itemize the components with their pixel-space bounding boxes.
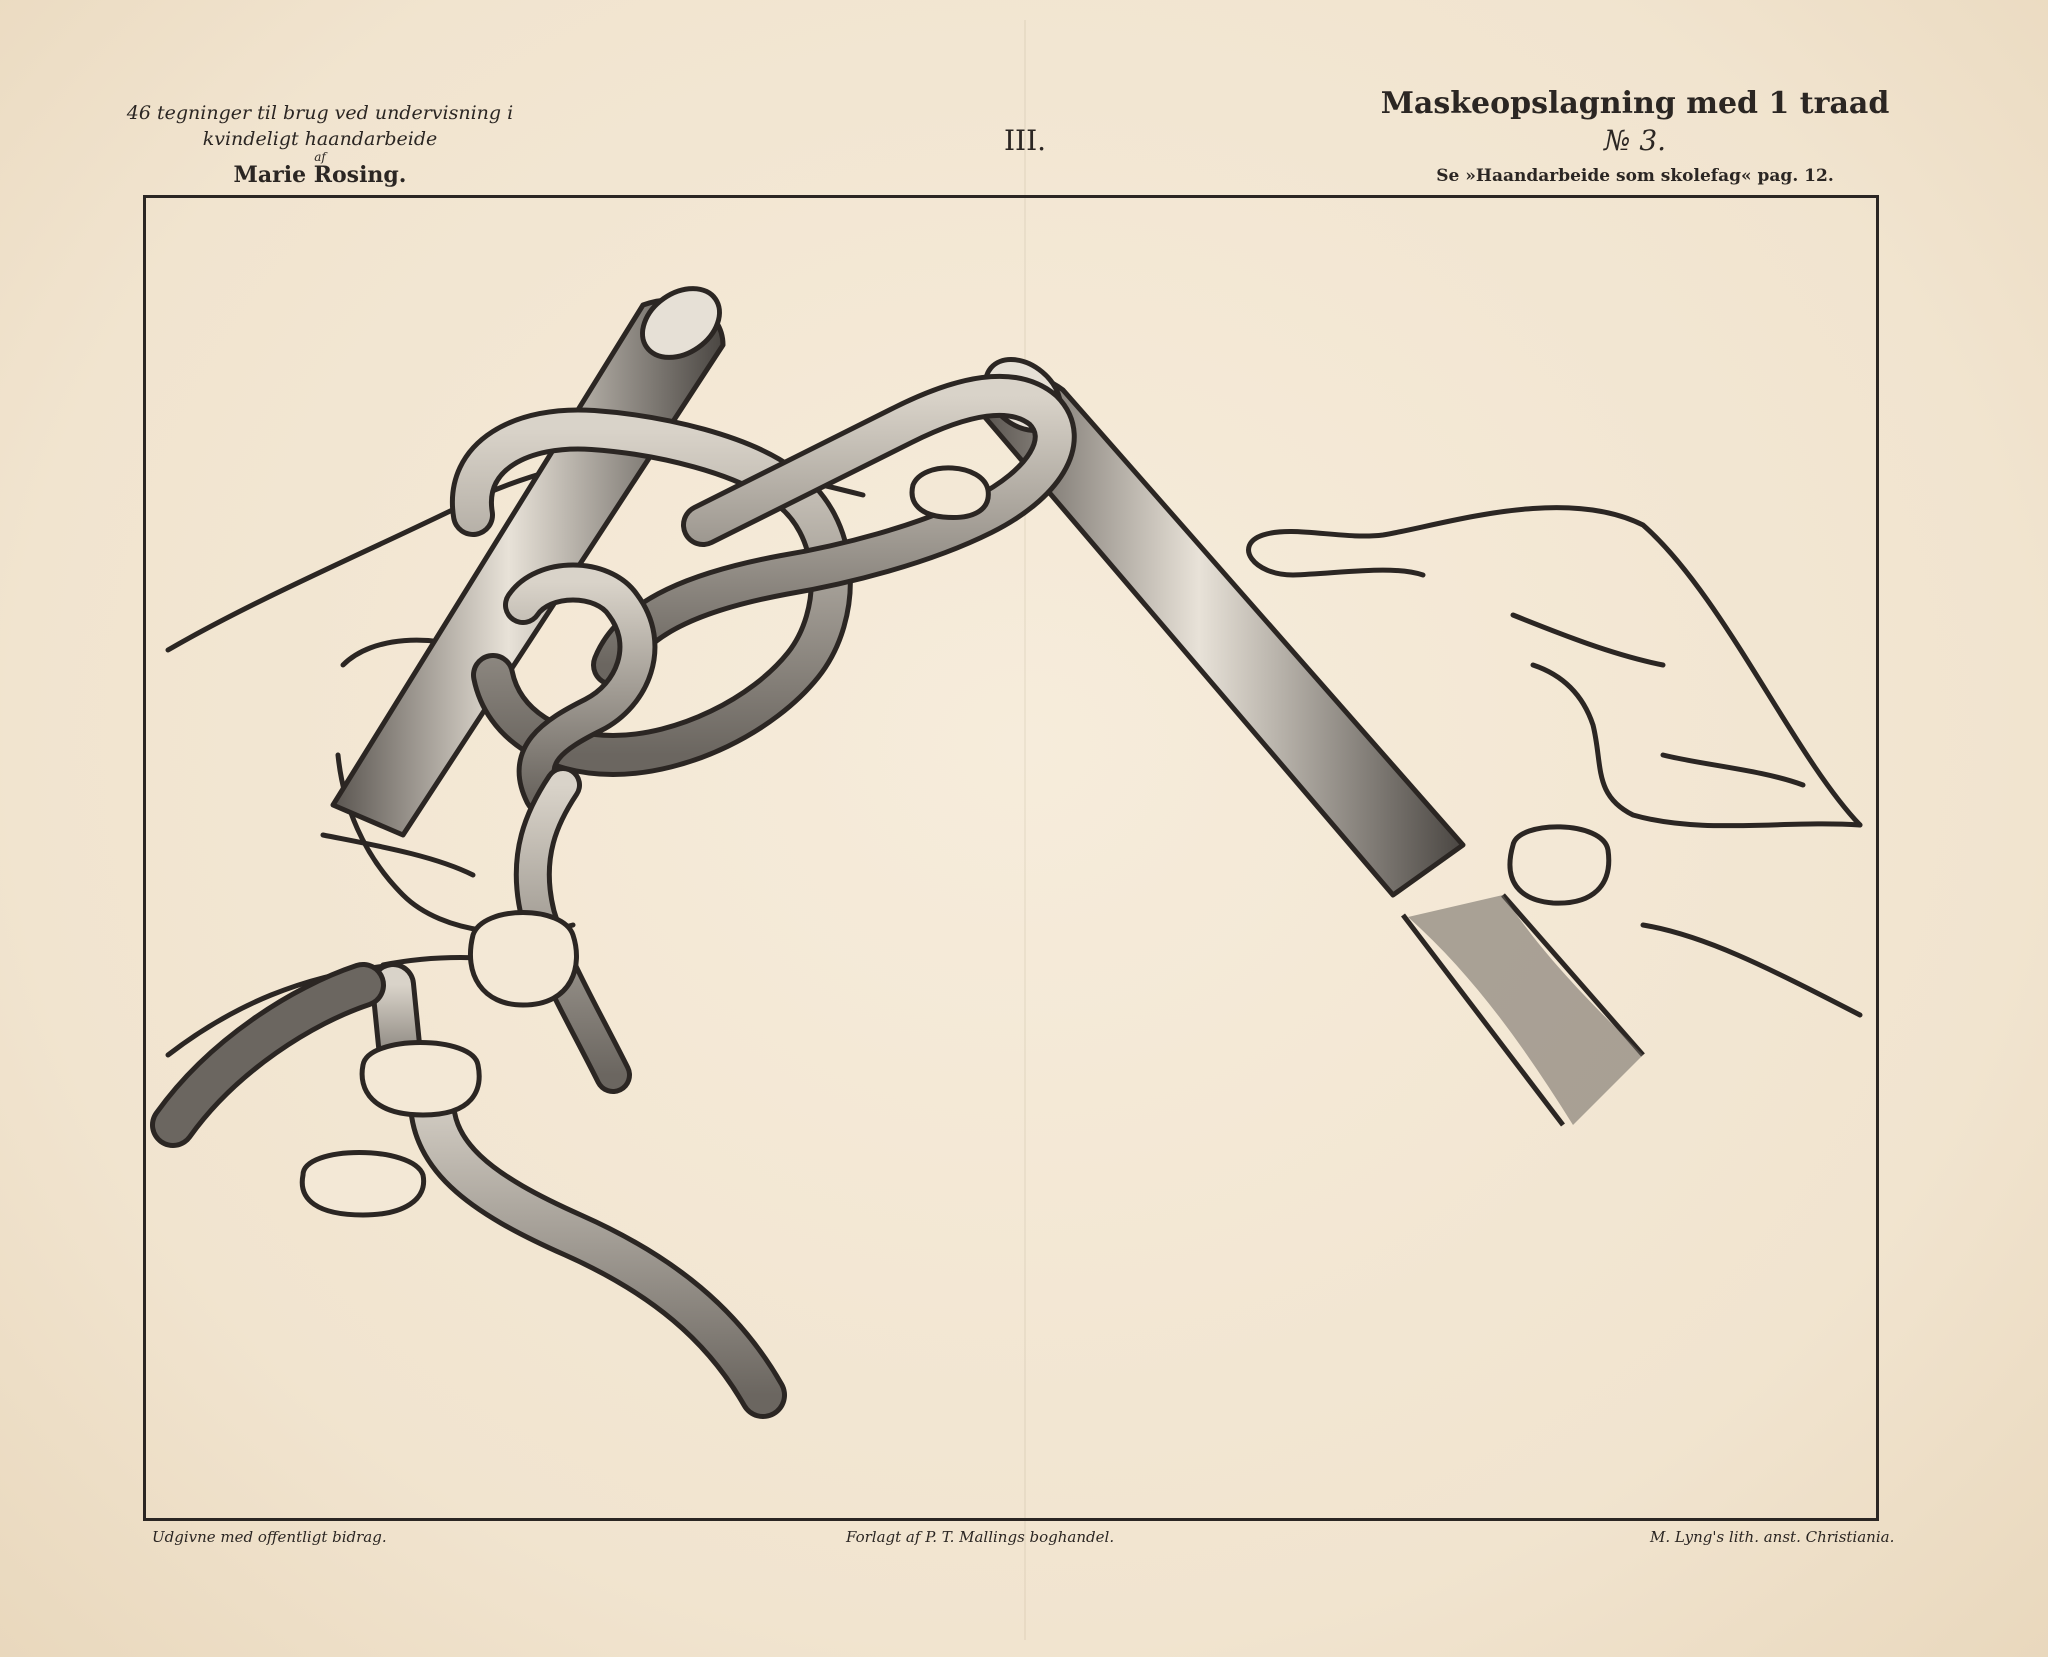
plate-subnumber: № 3. (1603, 124, 1667, 157)
footer-publication-note: Udgivne med offentligt bidrag. (152, 1528, 387, 1546)
author-prefix: af (314, 150, 326, 164)
knitting-cast-on-illustration (143, 195, 1879, 1521)
book-reference: Se »Haandarbeide som skolefag« pag. 12. (1436, 166, 1834, 186)
right-knitting-needle (972, 345, 1643, 1125)
plate-title: Maskeopslagning med 1 traad (1380, 86, 1890, 121)
plate-title-block (1380, 84, 1890, 190)
footer-publisher: Forlagt af P. T. Mallings boghandel. (846, 1528, 1115, 1546)
series-header (110, 100, 530, 188)
yarn-loops (173, 396, 1055, 1395)
plate-number: III. (1003, 124, 1047, 157)
author-name: Marie Rosing. (233, 162, 407, 188)
footer-lithographer: M. Lyng's lith. anst. Christiania. (1650, 1528, 1895, 1546)
series-line-2: kvindeligt haandarbeide (202, 128, 438, 150)
series-line-1: 46 tegninger til brug ved undervisning i (126, 102, 514, 124)
